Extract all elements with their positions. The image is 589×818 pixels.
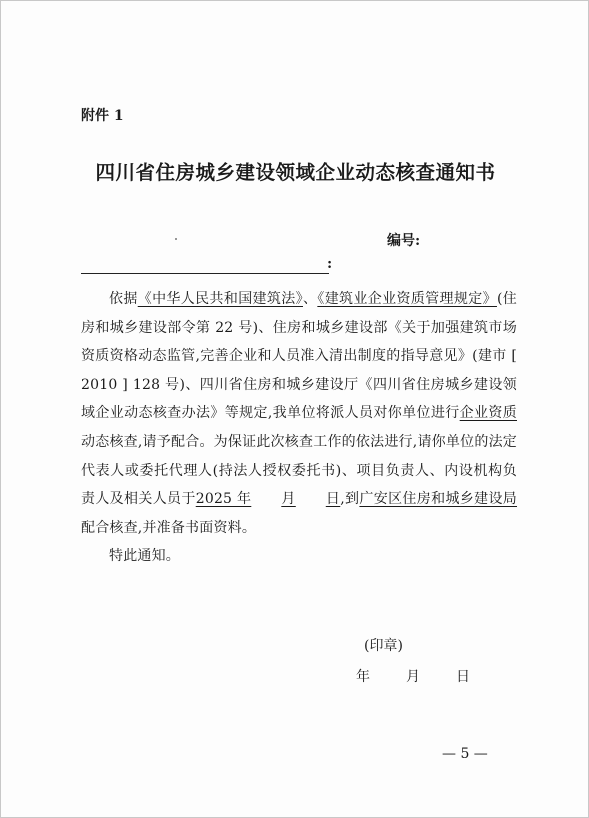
body-paragraph [81,285,517,542]
date-month: 月 [281,491,296,508]
sign-date-day: 日 [456,669,470,685]
body-text-segment: 、 [302,291,318,307]
body-text-segment: (住房和城乡建设部令第 22 号)、住房和城乡建设部《关于加强建筑市场资质资格动态监管,完善企业和人员准入清出制度的指导意见》(建市 [ 2010 ] 128 号)、四川省住房和城乡建设厅《四川省住房城乡建设领域企业动态核查办法》等规定,我单位将派人员对你单位进行 [81,291,517,422]
scan-speck [175,238,177,240]
body-text-segment: 配合核查,并准备书面资料。 [81,519,257,536]
body-text-segment: ,到 [340,491,360,508]
page-number: — 5 — [442,746,488,762]
body-text-segment: 依据 [109,291,138,307]
page-title: 四川省住房城乡建设领域企业动态核查通知书 [95,161,496,184]
law-reference-underlined: 《建筑业企业资质管理规定》 [317,291,497,307]
date-day: 日 [325,491,341,508]
signature-date [356,666,470,686]
sign-date-month: 月 [406,669,420,685]
seal-placeholder: (印章) [364,638,403,654]
date-field [196,491,341,507]
location-field: 广安区住房和城乡建设局 [359,491,518,508]
sign-date-year: 年 [356,669,370,685]
law-reference-underlined: 《中华人民共和国建筑法》 [137,291,303,307]
closing-line: 特此通知。 [109,548,180,565]
addressee-colon: : [327,256,333,272]
notice-body [81,285,517,571]
document-number-label: 编号: [387,233,421,249]
attachment-label: 附件 1 [81,108,124,124]
addressee-blank-line [81,257,329,274]
check-type-field: 企业资质 [459,405,517,422]
body-text-segment: 动态核查,请予配合。为保证此次核查工作的依法进行,请你单位的法定代表人或委托代理人(持法人授权委托书)、项目负责人、内设机构负责人及相关人员于 [81,433,517,508]
date-year: 2025 年 [195,491,252,508]
